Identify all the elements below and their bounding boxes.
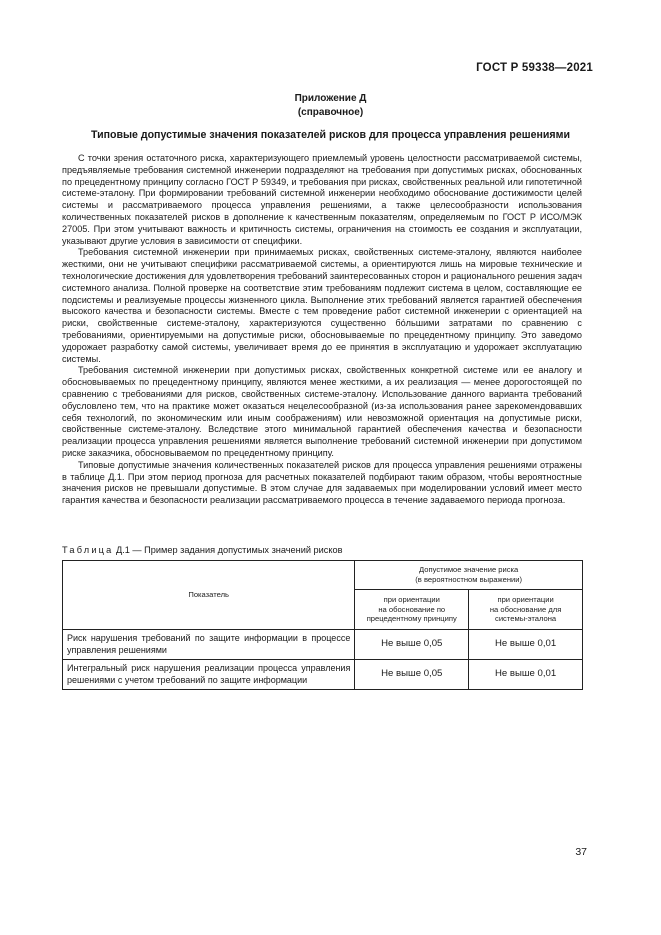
paragraph: Требования системной инженерии при принимаемых рисках, свойственных системе-эталону, являются наиболее жесткими, они не учитывают специфики рассматриваемой системы, а ориентируются лишь на мировые технические и технологические достижения для удовлетворения требований заинтересованных сторон и рационального решения задач системного анализа. Полной проверке на соответствие этим требованиям подлежит система в целом, составляющие ее подсистемы и реализуемые процессы жизненного цикла. Выполнение этих требований является гарантией обеспечения высокого качества и безопасности системы. Вместе с тем проведение работ системной инженерии с ориентацией на риски, свойственные системе-эталону, характеризуются существенно бо́льшими затратами по сравнению с требованиями, ориентируемыми на допустимые риски, обосновываемые по прецедентному принципу. Это заведомо удорожает разработку самой системы, увеличивает время до ее принятия в эксплуатацию и удорожает эксплуатацию системы. (62, 247, 582, 364)
paragraph: С точки зрения остаточного риска, характеризующего приемлемый уровень целостности рассматриваемой системы, предъявляемые требования системной инженерии подразделяют на требования при допустимых рисках, обоснованных по прецедентному принципу согласно ГОСТ Р 59349, и требования при рисках, свойственных реальной или гипотетичной системе-эталону. При формировании требований системной инженерии необходимо обоснование достижимости целей системы и рассматриваемого процесса управления решениями, а также целесообразности использования количественных показателей рисков в дополнение к качественным показателям, определяемым по ГОСТ Р ИСО/МЭК 27005. При этом учитывают важность и критичность системы, ограничения на стоимость ее создания и эксплуатации, указывают другие условия в зависимости от специфики. (62, 153, 582, 246)
header-reference (469, 590, 583, 630)
table-row (63, 660, 583, 690)
page-number: 37 (575, 846, 587, 858)
paragraph: Типовые допустимые значения количественных показателей рисков для процесса управления решениями отражены в таблице Д.1. При этом период прогноза для расчетных показателей подбирают таким образом, чтобы вероятностные значения рисков не превышали допустимые. В этом случае для задаваемых при моделировании условий имеет место гарантия качества и безопасности реализации рассматриваемого процесса в течение задаваемого периода прогноза. (62, 459, 582, 506)
header-reference-line: на обоснование для (489, 604, 562, 614)
header-reference-line: системы-эталона (495, 614, 557, 624)
appendix-subtitle: (справочное) (297, 107, 364, 118)
header-precedent-line: при ориентации (383, 595, 440, 605)
header-allowed-value-line: Допустимое значение риска (419, 565, 519, 575)
appendix-title: Приложение Д (294, 93, 367, 104)
header-precedent (355, 590, 469, 630)
paragraph: Требования системной инженерии при допустимых рисках, свойственных конкретной системе или ее аналогу и обосновываемых по прецедентному принципу, являются менее жесткими, а их реализация — менее дорогостоящей по сравнению с требованиями для рисков, свойственных системе-эталону. Использование данного варианта требований обусловлено тем, что на практике может оказаться нецелесообразной (из-за использования ранее зарекомендовавших себя технологий, по экономическим или иным соображениям) или невозможной ориентация на допустимые риски, свойственные системе-эталону. Вследствие этого минимальной гарантией обеспечения качества и безопасности реализации процесса управления решениями является выполнение требований системной инженерии при допустимом риске заказчика, обосновываемом по прецедентному принципу. (62, 365, 582, 458)
table-caption-word: Таблица (62, 545, 114, 555)
row-precedent-value: Не выше 0,05 (355, 660, 469, 690)
row-reference-value: Не выше 0,01 (469, 660, 583, 690)
standard-code: ГОСТ Р 59338—2021 (476, 62, 593, 74)
section-title: Типовые допустимые значения показателей рисков для процесса управления решениями (91, 129, 570, 141)
header-allowed-value (355, 561, 583, 590)
appendix-heading (0, 92, 661, 120)
header-indicator: Показатель (63, 561, 355, 630)
table-row (63, 630, 583, 660)
row-reference-value: Не выше 0,01 (469, 630, 583, 660)
table-caption (62, 544, 343, 556)
header-precedent-line: на обоснование по (378, 604, 446, 614)
row-indicator: Интегральный риск нарушения реализации процесса управления решениями с учетом требований по защите информации (63, 660, 355, 690)
row-indicator: Риск нарушения требований по защите информации в процессе управления решениями (63, 630, 355, 660)
header-precedent-line: прецедентному принципу (366, 614, 457, 624)
body-text (62, 153, 582, 507)
risk-values-table (62, 560, 583, 690)
table-caption-text: Д.1 — Пример задания допустимых значений рисков (116, 545, 343, 555)
header-allowed-value-line: (в вероятностном выражении) (415, 575, 523, 584)
header-reference-line: при ориентации (497, 595, 554, 605)
row-precedent-value: Не выше 0,05 (355, 630, 469, 660)
